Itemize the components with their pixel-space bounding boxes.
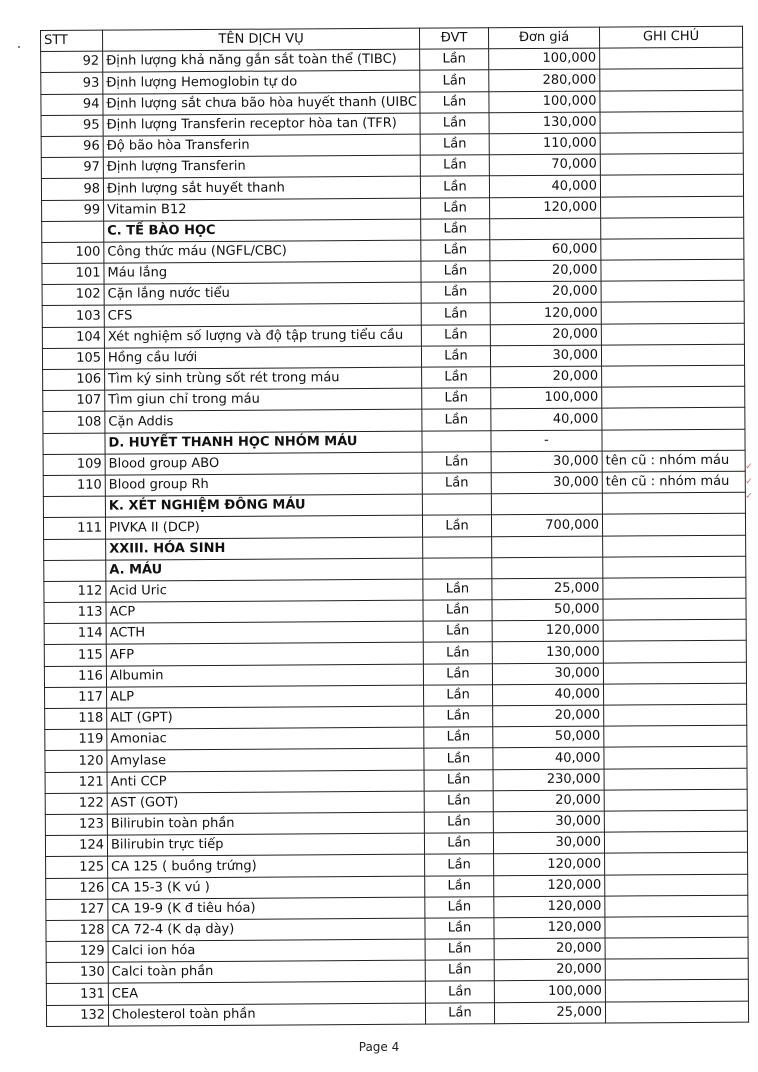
cell-service-name: Blood group ABO: [105, 452, 422, 475]
cell-unit: Lần: [421, 261, 490, 283]
cell-note: [601, 196, 744, 218]
cell-service-name: Định lượng Hemoglobin tự do: [103, 71, 420, 94]
cell-unit: Lần: [422, 473, 491, 495]
cell-unit-price: 40,000: [493, 684, 604, 706]
cell-unit: Lần: [424, 685, 493, 707]
cell-note: [600, 132, 743, 154]
cell-stt: 92: [41, 51, 103, 73]
cell-service-name: AST (GOT): [107, 791, 424, 814]
cell-stt: 109: [43, 454, 105, 476]
cell-unit: Lần: [422, 515, 491, 537]
cell-note: [604, 725, 747, 747]
cell-unit-price: 120,000: [494, 875, 605, 897]
cell-unit: Lần: [420, 49, 489, 71]
cell-stt: 98: [41, 178, 103, 200]
cell-unit-price: 30,000: [492, 663, 603, 685]
cell-service-name: Định lượng sắt chưa bão hòa huyết thanh (UIBC: [103, 92, 420, 115]
cell-stt: 126: [46, 878, 108, 900]
cell-unit-price: 40,000: [491, 408, 602, 430]
cell-note: [603, 662, 746, 684]
cell-service-name: XXIII. HÓA SINH: [106, 537, 423, 560]
cell-stt: 112: [44, 581, 106, 603]
cell-service-name: Tìm giun chỉ trong máu: [105, 388, 422, 411]
cell-stt: 97: [41, 157, 103, 179]
cell-note: [601, 302, 744, 324]
cell-stt: 124: [45, 835, 107, 857]
cell-unit-price: 50,000: [492, 599, 603, 621]
cell-unit-price: 130,000: [489, 112, 600, 134]
cell-unit: [422, 494, 491, 516]
header-service-name: TÊN DỊCH VỤ: [103, 28, 420, 51]
cell-unit-price: 20,000: [490, 324, 601, 346]
cell-stt: [43, 496, 105, 518]
cell-service-name: Cặn lắng nước tiểu: [104, 282, 421, 305]
cell-stt: 111: [43, 517, 105, 539]
price-table-sheet: [40, 29, 730, 1027]
cell-service-name: Định lượng Transferin: [103, 155, 420, 178]
cell-stt: 128: [46, 920, 108, 942]
cell-unit-price: 20,000: [494, 959, 605, 981]
cell-unit: Lần: [420, 113, 489, 135]
cell-unit: Lần: [425, 896, 494, 918]
cell-stt: [42, 221, 104, 243]
cell-note: [601, 238, 744, 260]
cell-note: [605, 874, 748, 896]
cell-unit-price: 100,000: [494, 981, 605, 1003]
cell-service-name: Blood group Rh: [105, 473, 422, 496]
cell-unit-price: 20,000: [494, 938, 605, 960]
cell-stt: 123: [45, 814, 107, 836]
table-row: [46, 1001, 748, 1026]
cell-unit: Lần: [423, 579, 492, 601]
cell-unit-price: 60,000: [490, 239, 601, 261]
cell-unit-price: 70,000: [489, 154, 600, 176]
cell-unit-price: 30,000: [490, 345, 601, 367]
cell-stt: 117: [45, 687, 107, 709]
cell-stt: 101: [42, 263, 104, 285]
cell-unit-price: 20,000: [493, 790, 604, 812]
cell-unit-price: 230,000: [493, 769, 604, 791]
cell-unit: Lần: [420, 70, 489, 92]
header-unit: ĐVT: [419, 28, 488, 50]
cell-unit-price: 100,000: [489, 48, 600, 70]
cell-unit: Lần: [425, 854, 494, 876]
cell-stt: 108: [43, 411, 105, 433]
cell-service-name: K. XÉT NGHIỆM ĐÔNG MÁU: [105, 494, 422, 517]
cell-service-name: Định lượng khả năng gắn sắt toàn thể (TIBC): [103, 49, 420, 72]
cell-service-name: ALT (GPT): [107, 706, 424, 729]
cell-service-name: D. HUYẾT THANH HỌC NHÓM MÁU: [105, 431, 422, 454]
cell-service-name: CA 15-3 (K vú ): [108, 876, 425, 899]
cell-stt: 114: [44, 623, 106, 645]
cell-service-name: CFS: [104, 304, 421, 327]
cell-stt: 122: [45, 793, 107, 815]
cell-unit-price: 20,000: [490, 260, 601, 282]
cell-unit-price: [492, 557, 603, 579]
table-body: [41, 47, 749, 1026]
cell-note: [601, 217, 744, 239]
cell-unit: Lần: [425, 960, 494, 982]
cell-unit: Lần: [420, 134, 489, 156]
cell-unit-price: 280,000: [489, 69, 600, 91]
cell-note: [600, 69, 743, 91]
cell-unit-price: [490, 218, 601, 240]
header-stt: STT: [41, 30, 103, 52]
cell-service-name: CA 72-4 (K dạ dày): [108, 918, 425, 941]
cell-stt: 110: [43, 475, 105, 497]
cell-note: [605, 937, 748, 959]
cell-service-name: CA 125 ( buồng trứng): [108, 854, 425, 877]
cell-unit: Lần: [424, 769, 493, 791]
cell-unit: Lần: [422, 409, 491, 431]
cell-note: [604, 747, 747, 769]
cell-unit-price: 20,000: [491, 366, 602, 388]
cell-note: [602, 408, 745, 430]
cell-note: [600, 47, 743, 69]
cell-note: [600, 90, 743, 112]
cell-note: [603, 619, 746, 641]
cell-note: [604, 768, 747, 790]
cell-unit: Lần: [425, 939, 494, 961]
cell-service-name: ACTH: [106, 621, 423, 644]
cell-unit: Lần: [421, 282, 490, 304]
cell-unit: [423, 557, 492, 579]
cell-stt: 120: [45, 750, 107, 772]
cell-unit-price: 130,000: [492, 642, 603, 664]
cell-service-name: Tìm ký sinh trùng sốt rét trong máu: [105, 367, 422, 390]
cell-stt: 93: [41, 72, 103, 94]
cell-service-name: Anti CCP: [107, 770, 424, 793]
cell-stt: 130: [46, 962, 108, 984]
cell-unit: Lần: [421, 218, 490, 240]
cell-unit: Lần: [421, 346, 490, 368]
cell-unit: Lần: [421, 240, 490, 262]
cell-note: [604, 683, 747, 705]
cell-unit-price: -: [491, 430, 602, 452]
cell-service-name: Định lượng Transferin receptor hòa tan (TFR): [103, 113, 420, 136]
service-price-table: [40, 26, 749, 1027]
cell-unit: Lần: [424, 833, 493, 855]
cell-unit: [423, 536, 492, 558]
cell-unit: Lần: [420, 176, 489, 198]
cell-note: [603, 556, 746, 578]
cell-stt: 119: [45, 729, 107, 751]
cell-unit-price: 50,000: [493, 726, 604, 748]
cell-unit-price: 110,000: [489, 133, 600, 155]
cell-stt: 94: [41, 94, 103, 116]
cell-stt: 99: [42, 200, 104, 222]
cell-service-name: CEA: [108, 982, 425, 1005]
cell-note: [602, 514, 745, 536]
cell-unit-price: [491, 493, 602, 515]
cell-unit: Lần: [422, 367, 491, 389]
cell-note: [603, 641, 746, 663]
cell-unit: Lần: [425, 981, 494, 1003]
cell-stt: 100: [42, 242, 104, 264]
cell-note: [603, 577, 746, 599]
cell-stt: 132: [46, 1005, 108, 1027]
cell-note: [600, 153, 743, 175]
cell-service-name: Cholesterol toàn phần: [108, 1003, 425, 1026]
cell-unit-price: 100,000: [489, 91, 600, 113]
cell-unit: Lần: [424, 727, 493, 749]
cell-note: [605, 916, 748, 938]
cell-service-name: Calci toàn phần: [108, 960, 425, 983]
cell-unit-price: [492, 536, 603, 558]
cell-unit: Lần: [424, 812, 493, 834]
cell-stt: 116: [44, 666, 106, 688]
cell-unit-price: 40,000: [493, 747, 604, 769]
cell-stt: 131: [46, 984, 108, 1006]
cell-stt: 102: [42, 284, 104, 306]
cell-unit: Lần: [421, 303, 490, 325]
cell-note: [603, 535, 746, 557]
cell-note: [604, 810, 747, 832]
cell-unit-price: 120,000: [490, 197, 601, 219]
cell-stt: 104: [42, 327, 104, 349]
cell-stt: 121: [45, 772, 107, 794]
cell-note: [601, 259, 744, 281]
cell-service-name: ALP: [107, 685, 424, 708]
cell-unit: Lần: [423, 663, 492, 685]
cell-service-name: Amylase: [107, 749, 424, 772]
cell-unit: Lần: [425, 1002, 494, 1024]
cell-service-name: Calci ion hóa: [108, 939, 425, 962]
cell-service-name: C. TẾ BÀO HỌC: [104, 219, 421, 242]
cell-stt: 118: [45, 708, 107, 730]
cell-service-name: Xét nghiệm số lượng và độ tập trung tiểu cầu: [104, 325, 421, 348]
cell-note: [600, 111, 743, 133]
cell-service-name: Bilirubin trực tiếp: [107, 833, 424, 856]
red-stamp-mark: ✓ ✓ ✓: [744, 462, 754, 503]
cell-unit: Lần: [423, 621, 492, 643]
cell-stt: 107: [43, 390, 105, 412]
cell-stt: 95: [41, 115, 103, 137]
cell-unit-price: 120,000: [490, 303, 601, 325]
cell-unit-price: 25,000: [492, 578, 603, 600]
cell-unit: Lần: [425, 918, 494, 940]
cell-note: [605, 895, 748, 917]
cell-unit-price: 120,000: [492, 620, 603, 642]
header-note: GHI CHÚ: [599, 26, 742, 48]
cell-stt: 103: [42, 306, 104, 328]
cell-stt: 115: [44, 645, 106, 667]
cell-unit-price: 120,000: [494, 917, 605, 939]
cell-unit: Lần: [425, 875, 494, 897]
cell-unit-price: 40,000: [489, 175, 600, 197]
cell-stt: 106: [43, 369, 105, 391]
cell-stt: 129: [46, 941, 108, 963]
cell-service-name: Amoniac: [107, 727, 424, 750]
cell-unit-price: 30,000: [493, 832, 604, 854]
cell-stt: 113: [44, 602, 106, 624]
cell-unit-price: 120,000: [494, 853, 605, 875]
cell-unit-price: 20,000: [493, 705, 604, 727]
cell-note: [601, 344, 744, 366]
cell-note: [605, 980, 748, 1002]
cell-stt: 127: [46, 899, 108, 921]
cell-note: [604, 789, 747, 811]
cell-unit: Lần: [424, 748, 493, 770]
cell-note: [602, 429, 745, 451]
cell-service-name: Máu lắng: [104, 261, 421, 284]
cell-note: [602, 365, 745, 387]
cell-service-name: Độ bão hòa Transferin: [103, 134, 420, 157]
cell-note: tên cũ : nhóm máu: [602, 450, 745, 472]
cell-note: tên cũ : nhóm máu: [602, 471, 745, 493]
page-number: Page 4: [358, 1040, 400, 1054]
cell-unit: Lần: [424, 790, 493, 812]
cell-service-name: Hồng cầu lưới: [104, 346, 421, 369]
cell-unit: Lần: [422, 388, 491, 410]
cell-service-name: A. MÁU: [106, 558, 423, 581]
cell-service-name: CA 19-9 (K đ tiêu hóa): [108, 897, 425, 920]
scan-speck: [18, 46, 20, 48]
cell-note: [602, 492, 745, 514]
cell-note: [601, 280, 744, 302]
cell-note: [605, 958, 748, 980]
cell-stt: [44, 560, 106, 582]
cell-note: [601, 323, 744, 345]
header-unit-price: Đơn giá: [488, 27, 599, 49]
cell-stt: [44, 539, 106, 561]
cell-unit-price: 20,000: [490, 281, 601, 303]
cell-unit: Lần: [423, 600, 492, 622]
cell-unit: Lần: [422, 452, 491, 474]
cell-unit: Lần: [424, 706, 493, 728]
cell-unit: Lần: [421, 197, 490, 219]
cell-unit: [422, 430, 491, 452]
cell-note: [602, 386, 745, 408]
cell-unit-price: 30,000: [493, 811, 604, 833]
cell-unit: Lần: [420, 155, 489, 177]
cell-unit-price: 25,000: [494, 1002, 605, 1024]
cell-unit: Lần: [421, 324, 490, 346]
cell-note: [604, 831, 747, 853]
cell-stt: 125: [46, 856, 108, 878]
cell-service-name: Bilirubin toàn phần: [107, 812, 424, 835]
cell-note: [600, 175, 743, 197]
cell-unit-price: 100,000: [491, 387, 602, 409]
cell-service-name: PIVKA II (DCP): [105, 515, 422, 538]
cell-service-name: Acid Uric: [106, 579, 423, 602]
cell-note: [603, 598, 746, 620]
cell-service-name: Vitamin B12: [104, 198, 421, 221]
cell-stt: 105: [42, 348, 104, 370]
cell-unit-price: 120,000: [494, 896, 605, 918]
cell-service-name: Albumin: [106, 664, 423, 687]
cell-stt: [43, 433, 105, 455]
cell-note: [604, 704, 747, 726]
cell-stt: 96: [41, 136, 103, 158]
cell-unit-price: 700,000: [491, 514, 602, 536]
cell-note: [605, 853, 748, 875]
cell-unit-price: 30,000: [491, 451, 602, 473]
cell-service-name: ACP: [106, 600, 423, 623]
cell-unit-price: 30,000: [491, 472, 602, 494]
cell-service-name: Công thức máu (NGFL/CBC): [104, 240, 421, 263]
cell-note: [605, 1001, 748, 1023]
cell-service-name: Cặn Addis: [105, 410, 422, 433]
cell-service-name: Định lượng sắt huyết thanh: [103, 176, 420, 199]
cell-service-name: AFP: [106, 643, 423, 666]
cell-unit: Lần: [423, 642, 492, 664]
cell-unit: Lần: [420, 91, 489, 113]
